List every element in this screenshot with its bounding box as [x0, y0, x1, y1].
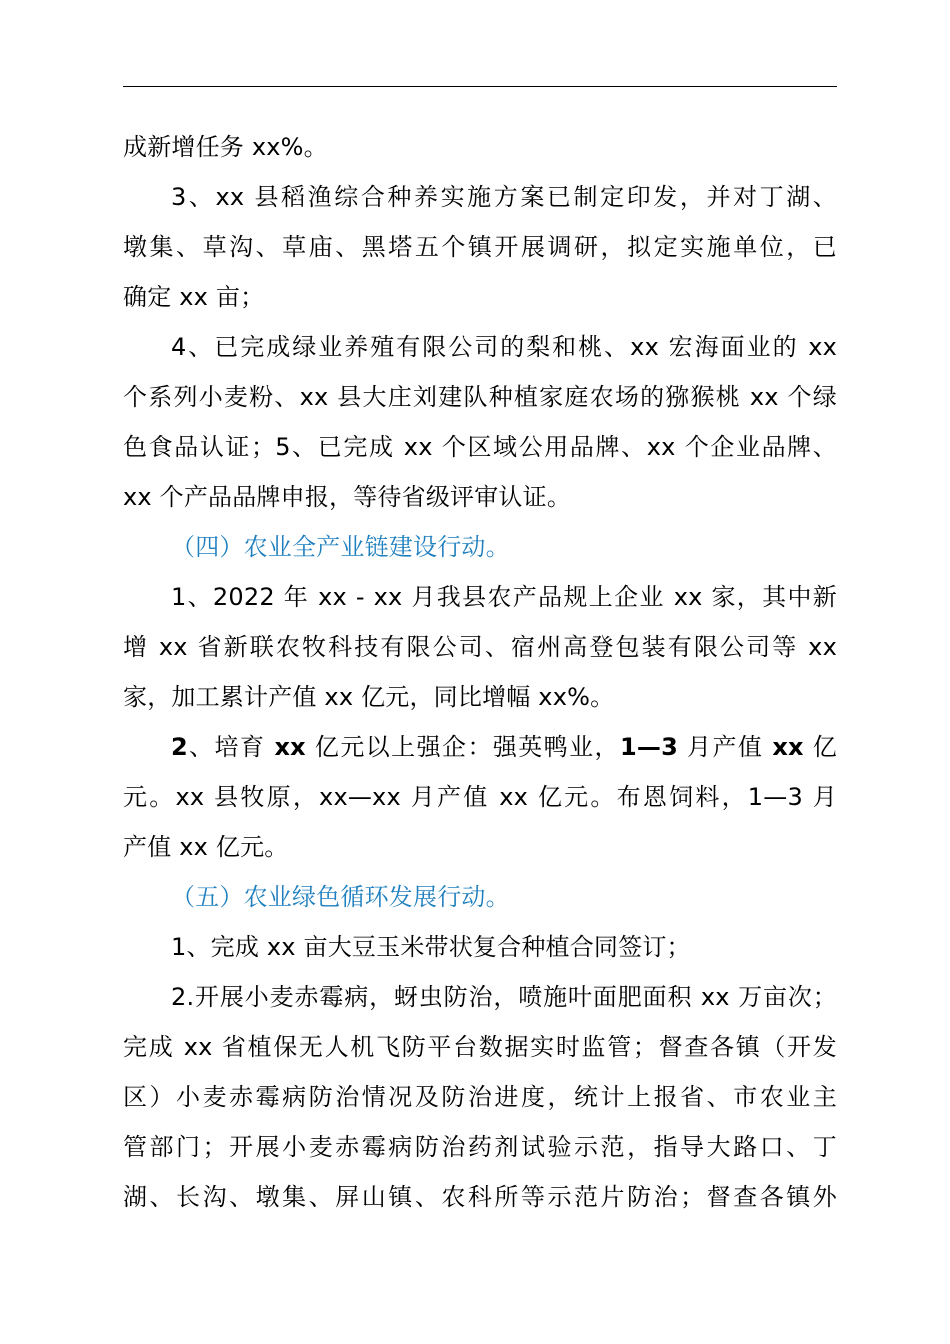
- header-rule: [123, 86, 837, 87]
- text-line: 1、完成 xx 亩大豆玉米带状复合种植合同签订；: [171, 933, 691, 961]
- text-line: 完成 xx 省植保无人机飞防平台数据实时监管；督查各镇（开发: [123, 1033, 837, 1061]
- text-line: 区）小麦赤霉病防治情况及防治进度，统计上报省、市农业主: [123, 1083, 837, 1111]
- text-line: 2.开展小麦赤霉病，蚜虫防治，喷施叶面肥面积 xx 万亩次；: [171, 983, 837, 1011]
- text-line: 增 xx 省新联农牧科技有限公司、宿州高登包装有限公司等 xx: [123, 633, 837, 661]
- text-span: 亿: [803, 733, 838, 761]
- text-line: 产值 xx 亿元。: [123, 833, 289, 861]
- text-line: 墩集、草沟、草庙、黑塔五个镇开展调研，拟定实施单位，已: [123, 233, 837, 261]
- text-line: 4、已完成绿业养殖有限公司的梨和桃、xx 宏海面业的 xx: [171, 333, 837, 361]
- text-line: 确定 xx 亩；: [123, 283, 265, 311]
- text-line: 家，加工累计产值 xx 亿元，同比增幅 xx%。: [123, 683, 615, 711]
- bold-value: xx: [772, 733, 804, 761]
- text-line: 成新增任务 xx%。: [123, 133, 328, 161]
- text-span: 亿元以上强企：强英鸭业，: [305, 733, 620, 761]
- text-line: 元。xx 县牧原，xx—xx 月产值 xx 亿元。布恩饲料，1—3 月: [123, 783, 837, 811]
- text-line: 管部门；开展小麦赤霉病防治药剂试验示范，指导大路口、丁: [123, 1133, 837, 1161]
- text-line: xx 个产品品牌申报，等待省级评审认证。: [123, 483, 572, 511]
- text-line: 1、2022 年 xx - xx 月我县农产品规上企业 xx 家，其中新: [171, 583, 837, 611]
- text-span: 月产值: [677, 733, 773, 761]
- text-line: 色食品认证；5、已完成 xx 个区域公用品牌、xx 个企业品牌、: [123, 433, 837, 461]
- text-line-mixed-bold: [171, 732, 837, 762]
- text-span: 、培育: [187, 733, 275, 761]
- section-heading-5: （五）农业绿色循环发展行动。: [171, 883, 510, 911]
- text-line: 个系列小麦粉、xx 县大庄刘建队种植家庭农场的猕猴桃 xx 个绿: [123, 383, 837, 411]
- bold-range: 1—3: [619, 733, 678, 761]
- section-heading-4: （四）农业全产业链建设行动。: [171, 533, 510, 561]
- text-line: 3、xx 县稻渔综合种养实施方案已制定印发，并对丁湖、: [171, 183, 837, 211]
- bold-value: xx: [274, 733, 306, 761]
- text-line: 湖、长沟、墩集、屏山镇、农科所等示范片防治；督查各镇外: [123, 1183, 837, 1211]
- bold-number: 2: [171, 733, 188, 761]
